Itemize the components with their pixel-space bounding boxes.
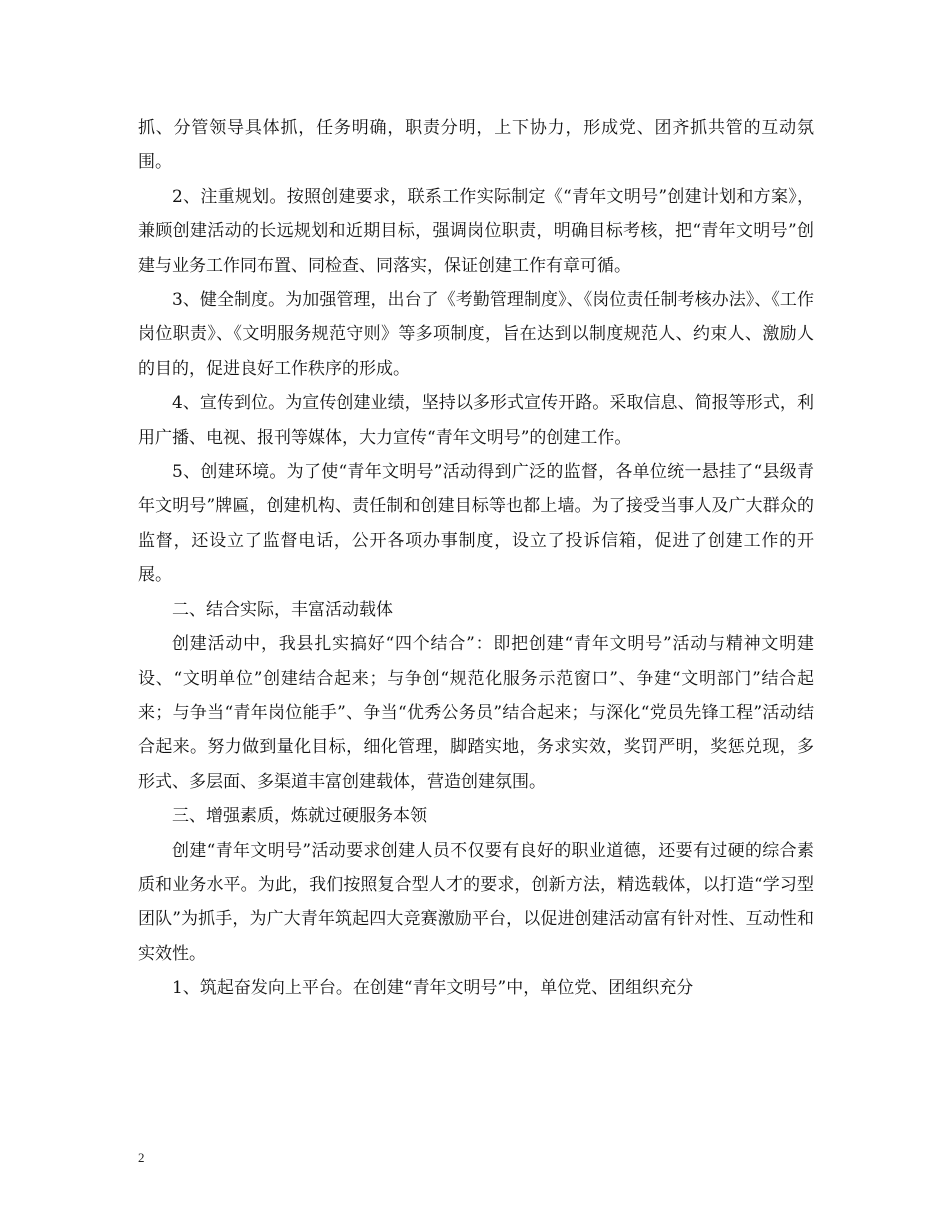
paragraph-4: 4、宣传到位。为宣传创建业绩，坚持以多形式宣传开路。采取信息、简报等形式，利用广播、电视、报刊等媒体，大力宣传“青年文明号”的创建工作。 — [138, 393, 814, 448]
paragraph-6: 创建活动中，我县扎实搞好“四个结合”：即把创建“青年文明号”活动与精神文明建设、“文明单位”创建结合起来；与争创“规范化服务示范窗口”、争建“文明部门”结合起来；与争当“青年岗位能手”、争当“优秀公务员”结合起来；与深化“党员先锋工程”活动结合起来。努力做到量化目标，细化管理，脚踏实地，务求实效，奖罚严明，奖惩兑现，多形式、多层面、多渠道丰富创建载体，营造创建氛围。 — [138, 634, 814, 792]
paragraph-1: 抓、分管领导具体抓，任务明确，职责分明，上下协力，形成党、团齐抓共管的互动氛围。 — [138, 118, 814, 173]
paragraph-7: 创建“青年文明号”活动要求创建人员不仅要有良好的职业道德，还要有过硬的综合素质和业务水平。为此，我们按照复合型人才的要求，创新方法，精选载体，以打造“学习型团队”为抓手，为广大青年筑起四大竞赛激励平台，以促进创建活动富有针对性、互动性和实效性。 — [138, 840, 814, 964]
paragraph-5: 5、创建环境。为了使“青年文明号”活动得到广泛的监督，各单位统一悬挂了“县级青年文明号”牌匾，创建机构、责任制和创建目标等也都上墙。为了接受当事人及广大群众的监督，还设立了监督电话，公开各项办事制度，设立了投诉信箱，促进了创建工作的开展。 — [138, 462, 814, 586]
page-number: 2 — [138, 1150, 145, 1165]
paragraph-3: 3、健全制度。为加强管理，出台了《考勤管理制度》、《岗位责任制考核办法》、《工作岗位职责》、《文明服务规范守则》等多项制度，旨在达到以制度规范人、约束人、激励人的目的，促进良好工作秩序的形成。 — [138, 290, 814, 379]
document-body — [138, 111, 814, 1006]
section-heading-3: 三、增强素质，炼就过硬服务本领 — [172, 806, 427, 827]
paragraph-2: 2、注重规划。按照创建要求，联系工作实际制定《“青年文明号”创建计划和方案》，兼顾创建活动的长远规划和近期目标，强调岗位职责，明确目标考核，把“青年文明号”创建与业务工作同布置、同检查、同落实，保证创建工作有章可循。 — [138, 186, 814, 276]
section-heading-2: 二、结合实际，丰富活动载体 — [172, 599, 393, 620]
paragraph-8: 1、筑起奋发向上平台。在创建“青年文明号”中，单位党、团组织充分 — [172, 978, 694, 999]
